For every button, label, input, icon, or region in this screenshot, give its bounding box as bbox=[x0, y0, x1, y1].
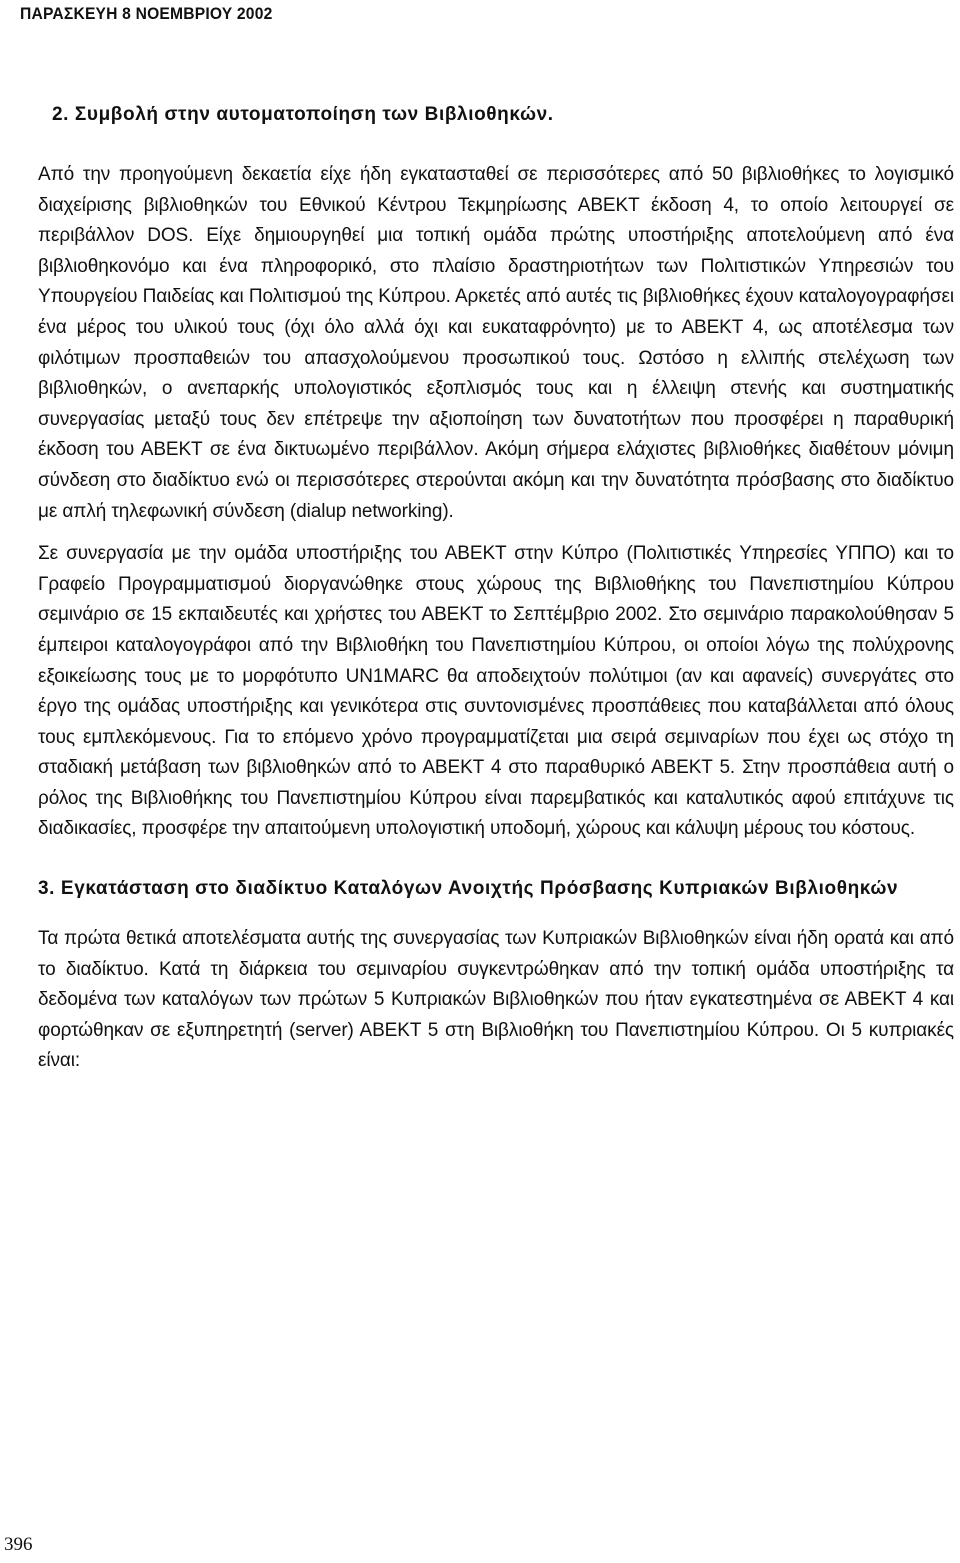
section-2-paragraph-1: Από την προηγούμενη δεκαετία είχε ήδη εγκατασταθεί σε περισσότερες από 50 βιβλιοθήκες το λογισμικό διαχείρισης βιβλιοθηκών του Εθνικού Κέντρου Τεκμηρίωσης ΑΒΕΚΤ έκδοση 4, το οποίο λειτουργεί σε περιβάλλον DOS. Είχε δημιουργηθεί μια τοπική ομάδα πρώτης υποστήριξης αποτελούμενη από ένα βιβλιοθηκονόμο και ένα πληροφορικό, στο πλαίσιο δραστηριοτήτων των Πολιτιστικών Υπηρεσιών του Υπουργείου Παιδείας και Πολιτισμού της Κύπρου. Αρκετές από αυτές τις βιβλιοθήκες έχουν καταλογογραφήσει ένα μέρος του υλικού τους (όχι όλο αλλά όχι και ευκαταφρόνητο) με το ΑΒΕΚΤ 4, ως αποτέλεσμα των φιλότιμων προσπαθειών του απασχολούμενου προσωπικού τους. Ωστόσο η ελλιπής στελέχωση των βιβλιοθηκών, ο ανεπαρκής υπολογιστικός εξοπλισμός τους και η έλλειψη στενής και συστηματικής συνεργασίας μεταξύ τους δεν επέτρεψε την αξιοποίηση των δυνατοτήτων που προσφέρει η παραθυρική έκδοση του ΑΒΕΚΤ σε ένα δικτυωμένο περιβάλλον. Ακόμη σήμερα ελάχιστες βιβλιοθήκες διαθέτουν μόνιμη σύνδεση στο διαδίκτυο ενώ οι περισσότερες στερούνται ακόμη και την δυνατότητα πρόσβασης στο διαδίκτυο με απλή τηλεφωνική σύνδεση (dialup networking). bbox=[38, 164, 954, 522]
section-3-paragraph-1: Τα πρώτα θετικά αποτελέσματα αυτής της συνεργασίας των Κυπριακών Βιβλιοθηκών είναι ήδη ορατά και από το διαδίκτυο. Κατά τη διάρκεια του σεμιναρίου συγκεντρώθηκαν από την τοπική ομάδα υποστήριξης τα δεδομένα των καταλόγων των πρώτων 5 Κυπριακών Βιβλιοθηκών που ήταν εγκατεστημένα σε ΑΒΕΚΤ 4 και φορτώθηκαν σε εξυπηρετητή (server) ΑΒΕΚΤ 5 στη Βιβλιοθήκη του Πανεπιστημίου Κύπρου. Οι 5 κυπριακές είναι: bbox=[38, 928, 954, 1072]
section-2-title: 2. Συμβολή στην αυτοματοποίηση των Βιβλιοθηκών. bbox=[52, 104, 554, 125]
page-content bbox=[38, 100, 954, 1077]
page-number: 396 bbox=[4, 1534, 33, 1555]
section-2-paragraph-2: Σε συνεργασία με την ομάδα υποστήριξης του ΑΒΕΚΤ στην Κύπρο (Πολιτιστικές Υπηρεσίες ΥΠΠΟ) και το Γραφείο Προγραμματισμού διοργανώθηκε στους χώρους της Βιβλιοθήκης του Πανεπιστημίου Κύπρου σεμινάριο σε 15 εκπαιδευτές και χρήστες του ΑΒΕΚΤ το Σεπτέμβριο 2002. Στο σεμινάριο παρακολούθησαν 5 έμπειροι καταλογογράφοι από την Βιβλιοθήκη του Πανεπιστημίου Κύπρου, οι οποίοι λόγω της πολύχρονης εξοικείωσης τους με το μορφότυπο UN1MARC θα αποδειχτούν πολύτιμοι (αν και αφανείς) συνεργάτες στο έργο της ομάδας υποστήριξης και γενικότερα στις συντονισμένες προσπάθειες που καταβάλλεται από όλους τους εμπλεκόμενους. Για το επόμενο χρόνο προγραμματίζεται μια σειρά σεμιναρίων που έχει ως στόχο τη σταδιακή μετάβαση των βιβλιοθηκών από το ΑΒΕΚΤ 4 στο παραθυρικό ΑΒΕΚΤ 5. Στην προσπάθεια αυτή ο ρόλος της Βιβλιοθήκης του Πανεπιστημίου Κύπρου είναι παρεμβατικός και καταλυτικός αφού επιτάχυνε τις διαδικασίες, προσφέρε την απαιτούμενη υπολογιστική υποδομή, χώρους και κάλυψη μέρους του κόστους. bbox=[38, 543, 954, 840]
section-3-title: 3. Εγκατάσταση στο διαδίκτυο Καταλόγων Ανοιχτής Πρόσβασης Κυπριακών Βιβλιοθηκών bbox=[38, 878, 899, 900]
page-header: ΠΑΡΑΣΚΕΥΗ 8 ΝΟΕΜΒΡΙΟΥ 2002 bbox=[20, 4, 273, 23]
